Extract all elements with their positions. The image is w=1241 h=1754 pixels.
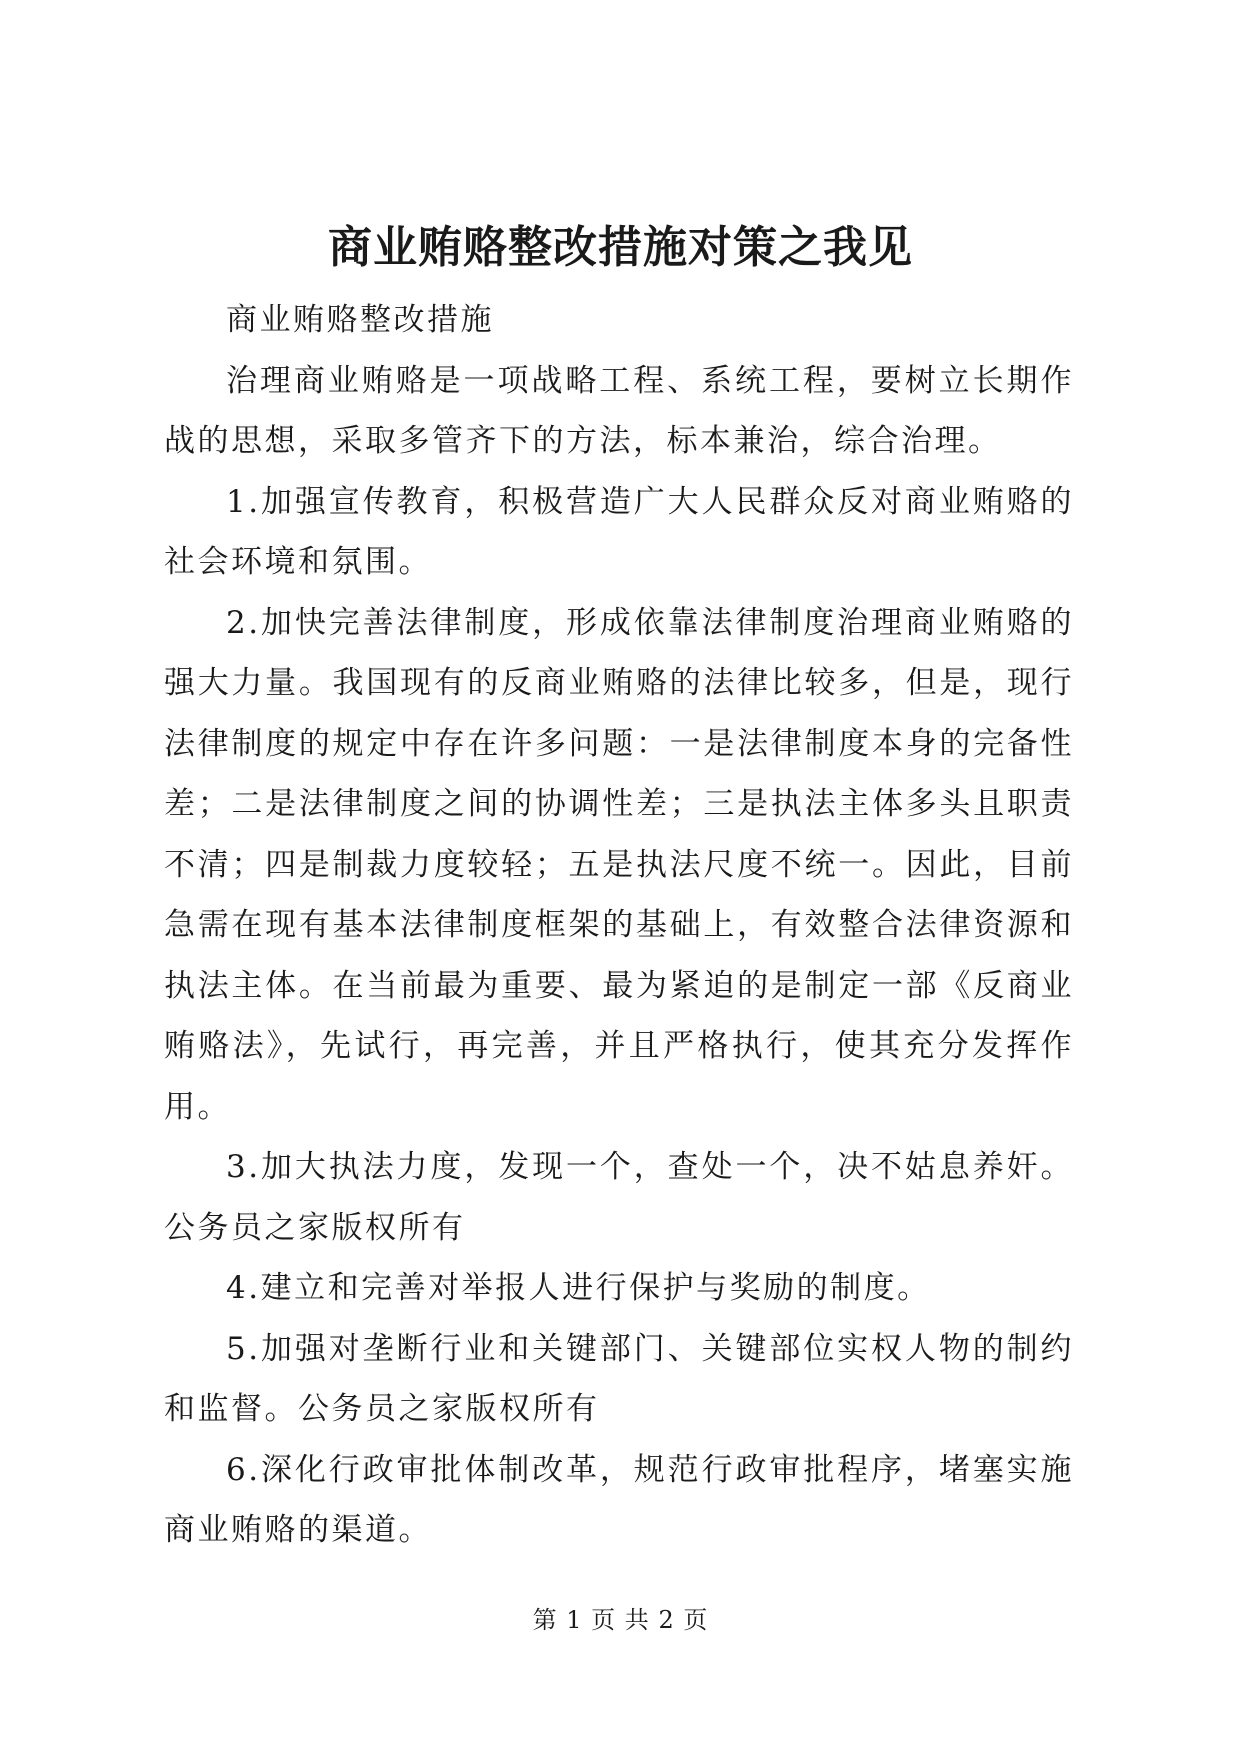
paragraph-intro: 治理商业贿赂是一项战略工程、系统工程，要树立长期作战的思想，采取多管齐下的方法，标本兼治，综合治理。 xyxy=(164,362,1074,459)
paragraph-item-4: 4.建立和完善对举报人进行保护与奖励的制度。 xyxy=(226,1270,931,1306)
paragraph-item-5: 5.加强对垄断行业和关键部门、关键部位实权人物的制约和监督。公务员之家版权所有 xyxy=(164,1330,1074,1427)
paragraph-item-1: 1.加强宣传教育，积极营造广大人民群众反对商业贿赂的社会环境和氛围。 xyxy=(164,483,1074,580)
paragraph-item-6: 6.深化行政审批体制改革，规范行政审批程序，堵塞实施商业贿赂的渠道。 xyxy=(164,1451,1074,1548)
paragraph-item-3: 3.加大执法力度，发现一个，查处一个，决不姑息养奸。公务员之家版权所有 xyxy=(164,1149,1074,1246)
document-body xyxy=(164,290,1074,1561)
page-footer xyxy=(0,1605,1241,1635)
page-number-label: 第 1 页 共 2 页 xyxy=(532,1606,709,1634)
document-title: 商业贿赂整改措施对策之我见 xyxy=(328,222,913,273)
paragraph-subtitle: 商业贿赂整改措施 xyxy=(226,302,494,338)
paragraph-item-2: 2.加快完善法律制度，形成依靠法律制度治理商业贿赂的强大力量。我国现有的反商业贿赂的法律比较多，但是，现行法律制度的规定中存在许多问题：一是法律制度本身的完备性差；二是法律制度之间的协调性差；三是执法主体多头且职责不清；四是制裁力度较轻；五是执法尺度不统一。因此，目前急需在现有基本法律制度框架的基础上，有效整合法律资源和执法主体。在当前最为重要、最为紧迫的是制定一部《反商业贿赂法》，先试行，再完善，并且严格执行，使其充分发挥作用。 xyxy=(164,604,1074,1125)
